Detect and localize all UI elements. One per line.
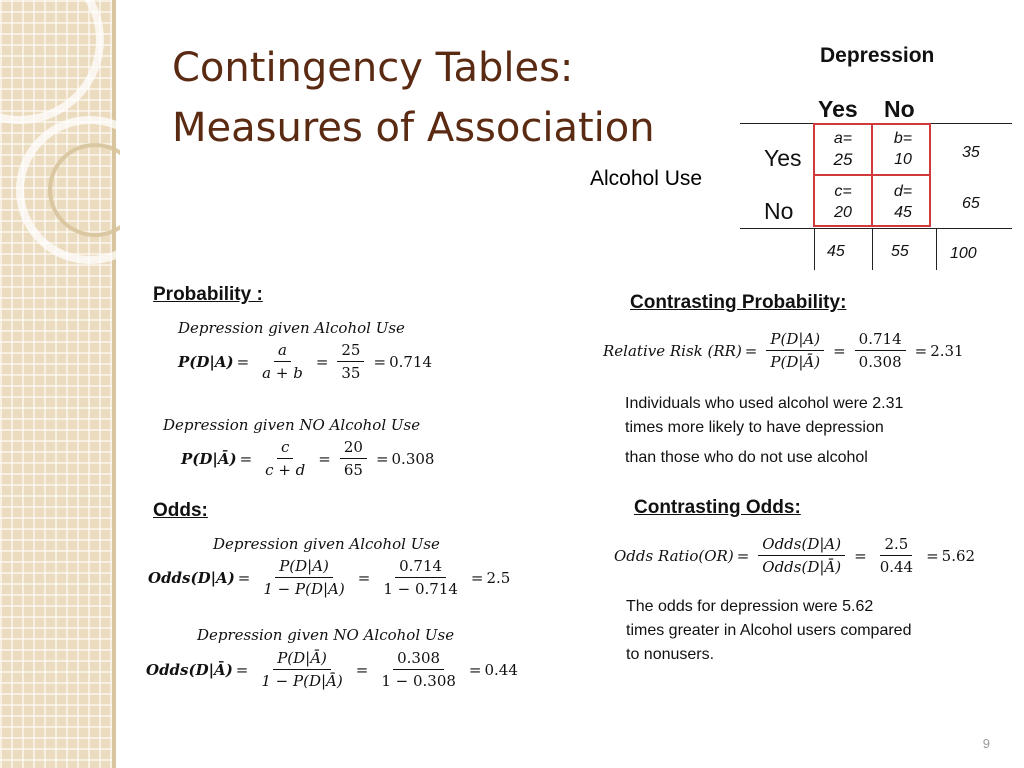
probability-equation-1: P(D|A) = $\frac{a}{a + b}$ = $\frac{25}{35}$ = 0.714 (178, 341, 433, 382)
title-line-1: Contingency Tables: (172, 45, 574, 91)
eq-lhs: Odds Ratio(OR) (614, 546, 734, 565)
cell-b (888, 128, 918, 170)
explanation-line: The odds for depression were 5.62 (626, 598, 874, 615)
odds-equation-1: Odds(D|A) = $\frac{P(D|A)}{1 - P(D|A)}$ = $\frac{0.714}{1 - 0.714}$ = 2.5 (148, 557, 511, 598)
col-total-no: 55 (891, 243, 909, 260)
cell-b-label: b= (893, 130, 913, 147)
probability-caption-1: Depression given Alcohol Use (178, 319, 405, 337)
contrasting-odds-heading: Contrasting Odds: (634, 497, 801, 518)
frac-den: c + d (265, 461, 306, 479)
cell-a (828, 128, 858, 170)
col-yes-header: Yes (818, 96, 858, 122)
probability-equation-2: P(D|Ā) = $\frac{c}{c + d}$ = $\frac{20}{65}$ = 0.308 (181, 438, 435, 479)
frac-den: 1 − P(D|A) (263, 580, 345, 598)
contrasting-probability-heading: Contrasting Probability: (630, 292, 847, 313)
eq-lhs: Odds(D|Ā) (146, 660, 233, 679)
frac-num: c (277, 438, 293, 459)
explanation-line: to nonusers. (626, 646, 715, 663)
table-rule-col1 (814, 228, 815, 270)
col-no-header: No (884, 96, 915, 122)
odds-ratio-equation: Odds Ratio(OR) = $\frac{\text{Odds(D|A)}}{\text{Odds(D|Ā)}}$ = $\frac{2.5}{0.44}$ = 5.62 (614, 535, 976, 576)
depression-header: Depression (820, 44, 935, 67)
row-total-no: 65 (962, 195, 980, 212)
eq-lhs: Odds(D|A) (148, 568, 235, 587)
explanation-line: than those who do not use alcohol (625, 449, 868, 466)
frac-num: 0.308 (393, 649, 444, 670)
eq-result: 2.5 (486, 568, 511, 587)
title-line-2: Measures of Association (172, 105, 655, 151)
frac-num: 0.714 (395, 557, 446, 578)
frac-num: a (274, 341, 291, 362)
frac-num: P(D|A) (766, 330, 824, 351)
table-rule-bottom (740, 228, 1012, 229)
frac-den: 0.44 (879, 558, 914, 576)
frac-den: 0.308 (858, 353, 902, 371)
page-number: 9 (982, 736, 990, 751)
odds-caption-2: Depression given NO Alcohol Use (197, 626, 455, 644)
cell-a-label: a= (833, 130, 853, 147)
frac-den: 1 − 0.714 (383, 580, 458, 598)
probability-caption-2: Depression given NO Alcohol Use (163, 416, 421, 434)
slide-title (172, 38, 655, 158)
cell-d (888, 181, 918, 223)
eq-result: 0.714 (389, 352, 433, 371)
eq-result: 5.62 (941, 546, 976, 565)
odds-heading: Odds: (153, 500, 208, 521)
frac-den: 35 (341, 364, 361, 382)
frac-den: P(D|Ā) (770, 353, 821, 371)
cell-d-value: 45 (894, 204, 912, 221)
cell-d-label: d= (893, 183, 913, 200)
cell-c (828, 181, 858, 223)
decorative-rings (0, 0, 120, 768)
eq-lhs: Relative Risk (RR) (603, 341, 742, 360)
table-rule-col3 (936, 228, 937, 270)
highlight-divider-h (813, 174, 931, 176)
probability-heading: Probability : (153, 284, 263, 305)
frac-num: Odds(D|A) (758, 535, 845, 556)
explanation-line: times greater in Alcohol users compared (626, 622, 912, 639)
cell-c-value: 20 (834, 204, 852, 221)
eq-lhs: P(D|A) (178, 352, 234, 371)
relative-risk-equation: Relative Risk (RR) = $\frac{P(D|A)}{P(D|Ā)}$ = $\frac{0.714}{0.308}$ = 2.31 (603, 330, 964, 371)
frac-den: 1 − 0.308 (381, 672, 456, 690)
odds-equation-2: Odds(D|Ā) = $\frac{P(D|Ā)}{1 - P(D|Ā)}$ = $\frac{0.308}{1 - 0.308}$ = 0.44 (146, 649, 518, 690)
row-yes-header: Yes (764, 145, 802, 171)
row-total-yes: 35 (962, 144, 980, 161)
frac-den: Odds(D|Ā) (762, 558, 842, 576)
frac-den: a + b (262, 364, 303, 382)
explanation-line: times more likely to have depression (625, 419, 884, 436)
frac-num: P(D|Ā) (273, 649, 331, 670)
table-rule-col2 (872, 228, 873, 270)
frac-num: 25 (337, 341, 364, 362)
cell-c-label: c= (834, 183, 852, 200)
eq-result: 2.31 (930, 341, 964, 360)
frac-num: P(D|A) (275, 557, 333, 578)
frac-den: 1 − P(D|Ā) (261, 672, 343, 690)
row-no-header: No (764, 198, 794, 224)
frac-num: 0.714 (855, 330, 906, 351)
eq-result: 0.308 (391, 449, 435, 468)
cell-b-value: 10 (894, 151, 912, 168)
alcohol-use-header: Alcohol Use (590, 167, 703, 190)
explanation-line: Individuals who used alcohol were 2.31 (625, 395, 904, 412)
col-total-yes: 45 (827, 243, 845, 260)
odds-caption-1: Depression given Alcohol Use (213, 535, 440, 553)
grand-total: 100 (950, 245, 977, 262)
eq-lhs: P(D|Ā) (181, 449, 237, 468)
frac-den: 65 (343, 461, 363, 479)
frac-num: 20 (340, 438, 367, 459)
cell-a-value: 25 (833, 150, 853, 169)
frac-num: 2.5 (880, 535, 912, 556)
relative-risk-explanation (625, 392, 903, 470)
eq-result: 0.44 (484, 660, 518, 679)
odds-ratio-explanation (626, 595, 911, 667)
